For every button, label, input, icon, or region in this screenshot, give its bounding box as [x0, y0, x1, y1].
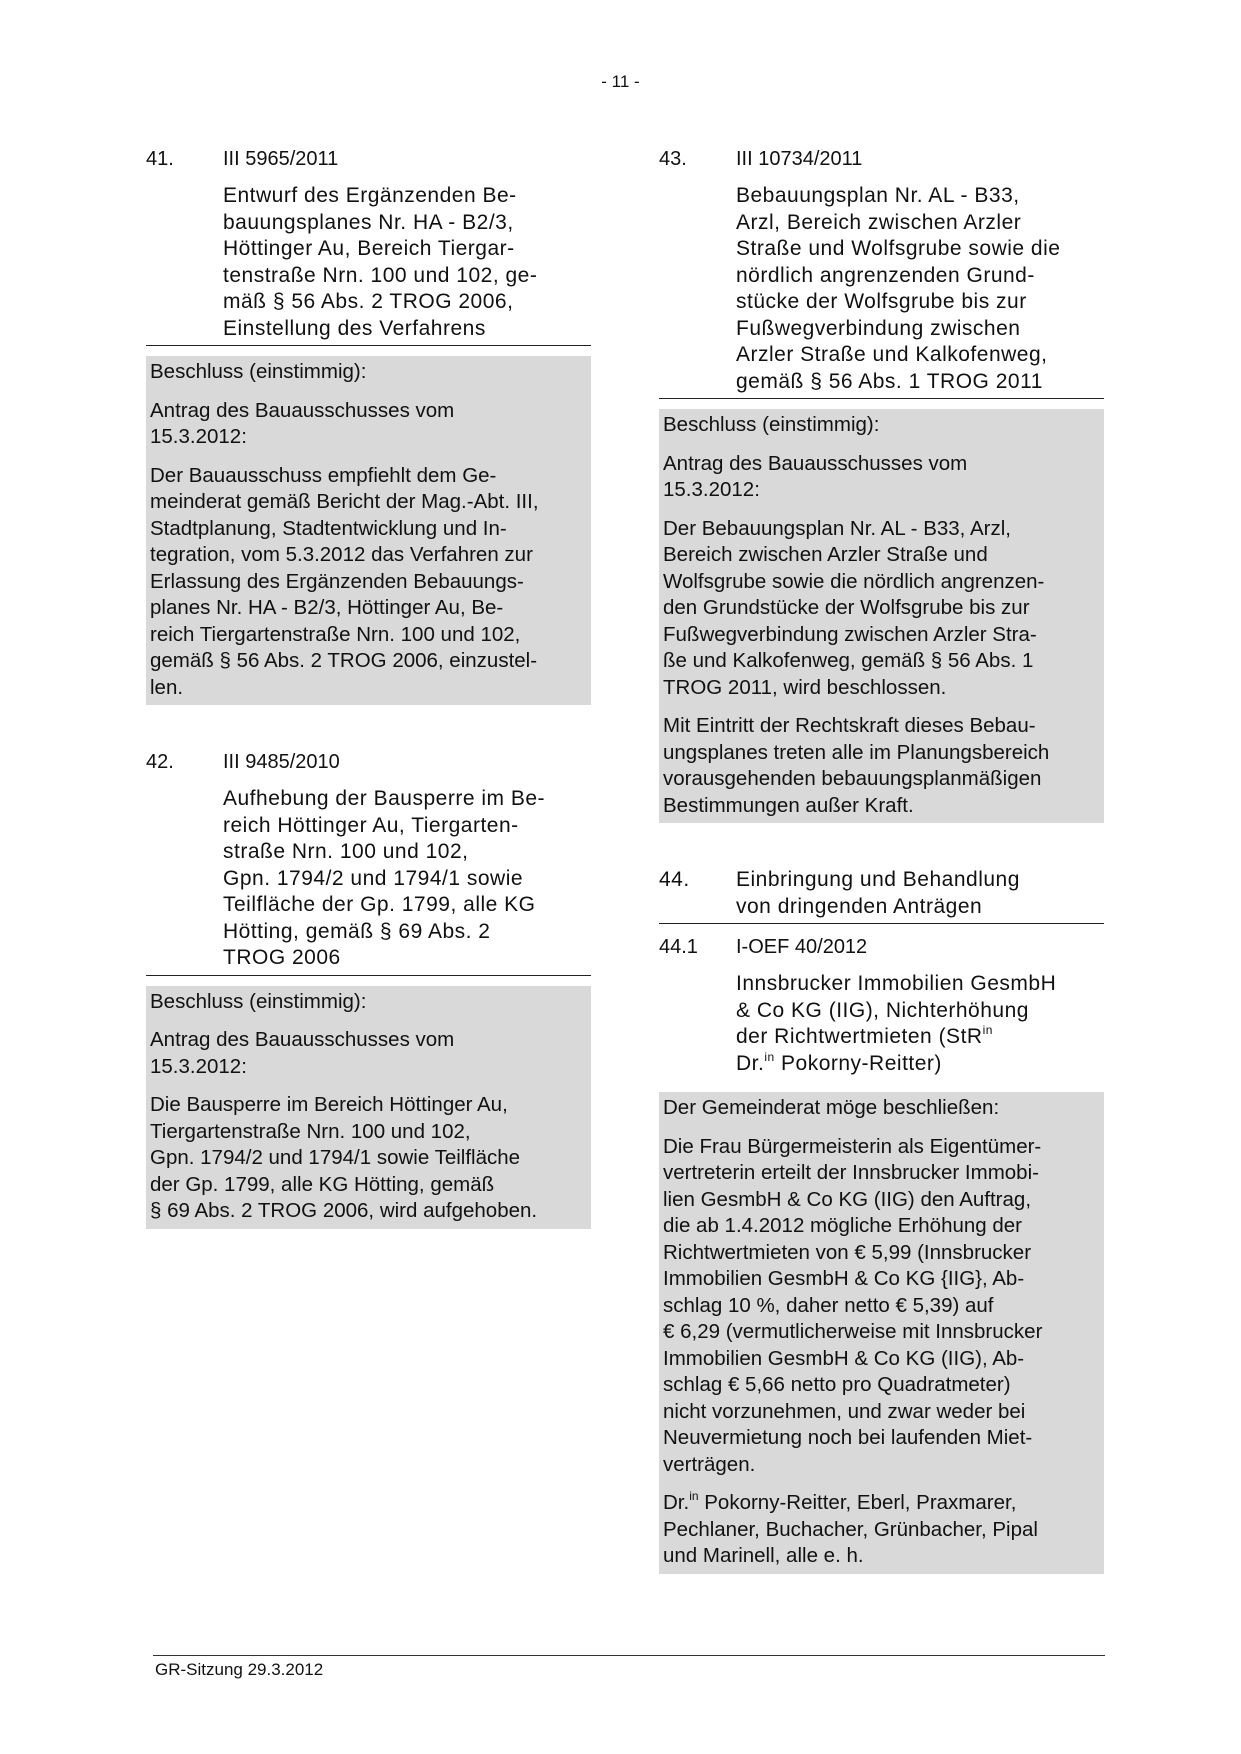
item-title [736, 183, 1104, 398]
item-header [659, 146, 1104, 173]
text-line: 15.3.2012: [150, 425, 247, 448]
title-line: Innsbrucker Immobilien GesmbH [736, 972, 1057, 995]
resolution-text-2 [663, 713, 1100, 819]
decision-label: Beschluss (einstimmig): [663, 413, 880, 436]
title-line [736, 1024, 1104, 1051]
title-line: Arzl, Bereich zwischen Arzler [736, 210, 1022, 234]
text-line: Fußwegverbindung zwischen Arzler Stra- [663, 622, 1037, 646]
footer-text: GR-Sitzung 29.3.2012 [155, 1660, 324, 1679]
item-title [223, 183, 591, 345]
text-line: schlag 10 %, daher netto € 5,39) auf [663, 1293, 994, 1317]
text-line: vorausgehenden bebauungsplanmäßigen [663, 767, 1042, 790]
title-line: Gpn. 1794/2 und 1794/1 sowie [223, 866, 524, 890]
title-line: Höttinger Au, Bereich Tiergar- [223, 237, 515, 260]
item-reference: III 9485/2010 [223, 751, 340, 773]
title-line: Bebauungsplan Nr. AL - B33, [736, 184, 1020, 207]
page-number: - 11 - [601, 72, 640, 91]
title-line: mäß § 56 Abs. 2 TROG 2006, [223, 290, 514, 313]
title-line: & Co KG (IIG), Nichterhöhung [736, 998, 1029, 1022]
text-line: Die Frau Bürgermeisterin als Eigentümer- [663, 1134, 1042, 1158]
divider [659, 398, 1104, 399]
agenda-item-44-1 [659, 934, 1104, 1574]
item-number: 43. [659, 148, 687, 170]
item-reference: III 10734/2011 [736, 148, 863, 170]
title-text: Dr. [736, 1051, 765, 1075]
divider [146, 975, 591, 976]
decision-box [146, 986, 591, 1229]
agenda-item-44 [659, 867, 1104, 924]
resolution-text [663, 516, 1100, 702]
text-line: Stadtplanung, Stadtentwicklung und In- [150, 516, 507, 540]
text-line: reich Tiergartenstraße Nrn. 100 und 102, [150, 622, 521, 646]
text-line: Pokorny-Reitter, Eberl, Praxmarer, [698, 1491, 1017, 1514]
title-text: Pokorny-Reitter) [774, 1051, 942, 1075]
motion-text [150, 398, 587, 451]
text-line: ungsplanes treten alle im Planungsbereich [663, 740, 1050, 764]
text-line: Neuvermietung noch bei laufenden Miet- [663, 1426, 1033, 1449]
title-line: Teilfläche der Gp. 1799, alle KG [223, 893, 536, 916]
text-line: Immobilien GesmbH & Co KG (IIG), Ab- [663, 1346, 1025, 1370]
text-line: nicht vorzunehmen, und zwar weder bei [663, 1399, 1026, 1423]
title-line: Entwurf des Ergänzenden Be- [223, 184, 517, 207]
item-number: 44. [659, 868, 690, 891]
text-line: € 6,29 (vermutlicherweise mit Innsbrucker [663, 1320, 1043, 1343]
title-line: reich Höttinger Au, Tiergarten- [223, 813, 519, 837]
decision-box [659, 409, 1104, 823]
title-line: Straße und Wolfsgrube sowie die [736, 237, 1061, 260]
title-line: von dringenden Anträgen [736, 894, 983, 918]
agenda-item-41 [146, 146, 591, 705]
text-line: planes Nr. HA - B2/3, Höttinger Au, Be- [150, 596, 504, 619]
text-line: die ab 1.4.2012 mögliche Erhöhung der [663, 1214, 1023, 1237]
right-column [659, 146, 1104, 1574]
text-line: TROG 2011, wird beschlossen. [663, 675, 947, 699]
decision-label: Beschluss (einstimmig): [150, 360, 367, 383]
agenda-item-43 [659, 146, 1104, 823]
title-line: Fußwegverbindung zwischen [736, 316, 1021, 340]
title-text: der Richtwertmieten (StR [736, 1025, 983, 1048]
text-line: lien GesmbH & Co KG (IIG) den Auftrag, [663, 1187, 1032, 1211]
resolution-text [150, 463, 587, 702]
resolution-text [150, 1092, 587, 1225]
text-line: len. [150, 675, 184, 699]
item-number: 44.1 [659, 936, 698, 958]
title-line: bauungsplanes Nr. HA - B2/3, [223, 210, 514, 234]
decision-box [659, 1092, 1104, 1574]
title-line: nördlich angrenzenden Grund- [736, 263, 1035, 287]
resolution-text [663, 1134, 1100, 1479]
text-line: Antrag des Bauausschusses vom [150, 398, 455, 422]
text-line: meinderat gemäß Bericht der Mag.-Abt. III, [150, 490, 539, 513]
text-line: Richtwertmieten von € 5,99 (Innsbrucker [663, 1240, 1032, 1264]
text-line: schlag € 5,66 netto pro Quadratmeter) [663, 1373, 1011, 1396]
superscript: in [689, 1489, 699, 1503]
item-header [146, 749, 591, 776]
text-line: Bestimmungen außer Kraft. [663, 793, 914, 817]
title-line: Arzler Straße und Kalkofenweg, [736, 343, 1048, 366]
title-line: straße Nrn. 100 und 102, [223, 840, 469, 863]
agenda-item-42 [146, 749, 591, 1229]
title-line: Aufhebung der Bausperre im Be- [223, 787, 546, 810]
left-column [146, 146, 591, 1229]
text-line: und Marinell, alle e. h. [663, 1544, 864, 1567]
title-line: TROG 2006 [223, 946, 341, 969]
item-number: 41. [146, 148, 174, 170]
motion-text [150, 1027, 587, 1080]
item-title [223, 786, 591, 975]
text-line: 15.3.2012: [663, 478, 760, 501]
title-line: Einstellung des Verfahrens [223, 316, 486, 340]
item-title [736, 867, 1104, 920]
text-line: Wolfsgrube sowie die nördlich angrenzen- [663, 569, 1045, 593]
title-line: Einbringung und Behandlung [736, 868, 1020, 891]
text-line: tegration, vom 5.3.2012 das Verfahren zur [150, 543, 533, 566]
text-line: der Gp. 1799, alle KG Hötting, gemäß [150, 1172, 495, 1196]
divider [146, 345, 591, 346]
item-number: 42. [146, 751, 174, 773]
divider [659, 923, 1104, 924]
footer-divider [153, 1655, 1105, 1656]
decision-label: Beschluss (einstimmig): [150, 989, 367, 1013]
item-header [146, 146, 591, 173]
text-line: Der Bauausschuss empfiehlt dem Ge- [150, 463, 497, 487]
decision-box [146, 356, 591, 705]
text-line: § 69 Abs. 2 TROG 2006, wird aufgehoben. [150, 1199, 538, 1222]
superscript: in [764, 1049, 775, 1064]
text-line: Mit Eintritt der Rechtskraft dieses Bebau- [663, 714, 1036, 737]
text-line: Dr. [663, 1491, 690, 1514]
text-line: Antrag des Bauausschusses vom [663, 451, 968, 475]
text-line: Immobilien GesmbH & Co KG {IIG}, Ab- [663, 1267, 1025, 1290]
text-line: den Grundstücke der Wolfsgrube bis zur [663, 596, 1030, 619]
item-header [659, 934, 1104, 961]
text-line: verträgen. [663, 1452, 756, 1476]
title-line: stücke der Wolfsgrube bis zur [736, 290, 1027, 313]
text-line: Tiergartenstraße Nrn. 100 und 102, [150, 1119, 471, 1143]
text-line: Pechlaner, Buchacher, Grünbacher, Pipal [663, 1517, 1038, 1541]
text-line: Gpn. 1794/2 und 1794/1 sowie Teilfläche [150, 1146, 521, 1169]
title-line [736, 1051, 1104, 1078]
item-reference: III 5965/2011 [223, 148, 339, 170]
text-line: Erlassung des Ergänzenden Bebauungs- [150, 569, 524, 593]
signers [663, 1490, 1100, 1570]
text-line: Die Bausperre im Bereich Höttinger Au, [150, 1093, 508, 1116]
text-line: Antrag des Bauausschusses vom [150, 1028, 455, 1051]
text-line: vertreterin erteilt der Innsbrucker Immobi- [663, 1161, 1039, 1184]
text-line: 15.3.2012: [150, 1054, 247, 1078]
title-line: Hötting, gemäß § 69 Abs. 2 [223, 919, 491, 943]
text-line: gemäß § 56 Abs. 2 TROG 2006, einzustel- [150, 649, 538, 672]
item-reference: I-OEF 40/2012 [736, 936, 868, 958]
motion-text [663, 451, 1100, 504]
item-header [659, 867, 1104, 920]
text-line: ße und Kalkofenweg, gemäß § 56 Abs. 1 [663, 649, 1034, 672]
text-line: Bereich zwischen Arzler Straße und [663, 543, 988, 566]
item-title [736, 971, 1104, 1080]
decision-label: Der Gemeinderat möge beschließen: [663, 1096, 1000, 1119]
title-line: tenstraße Nrn. 100 und 102, ge- [223, 263, 538, 287]
title-line: gemäß § 56 Abs. 1 TROG 2011 [736, 369, 1043, 393]
text-line: Der Bebauungsplan Nr. AL - B33, Arzl, [663, 516, 1011, 540]
superscript: in [982, 1023, 993, 1037]
